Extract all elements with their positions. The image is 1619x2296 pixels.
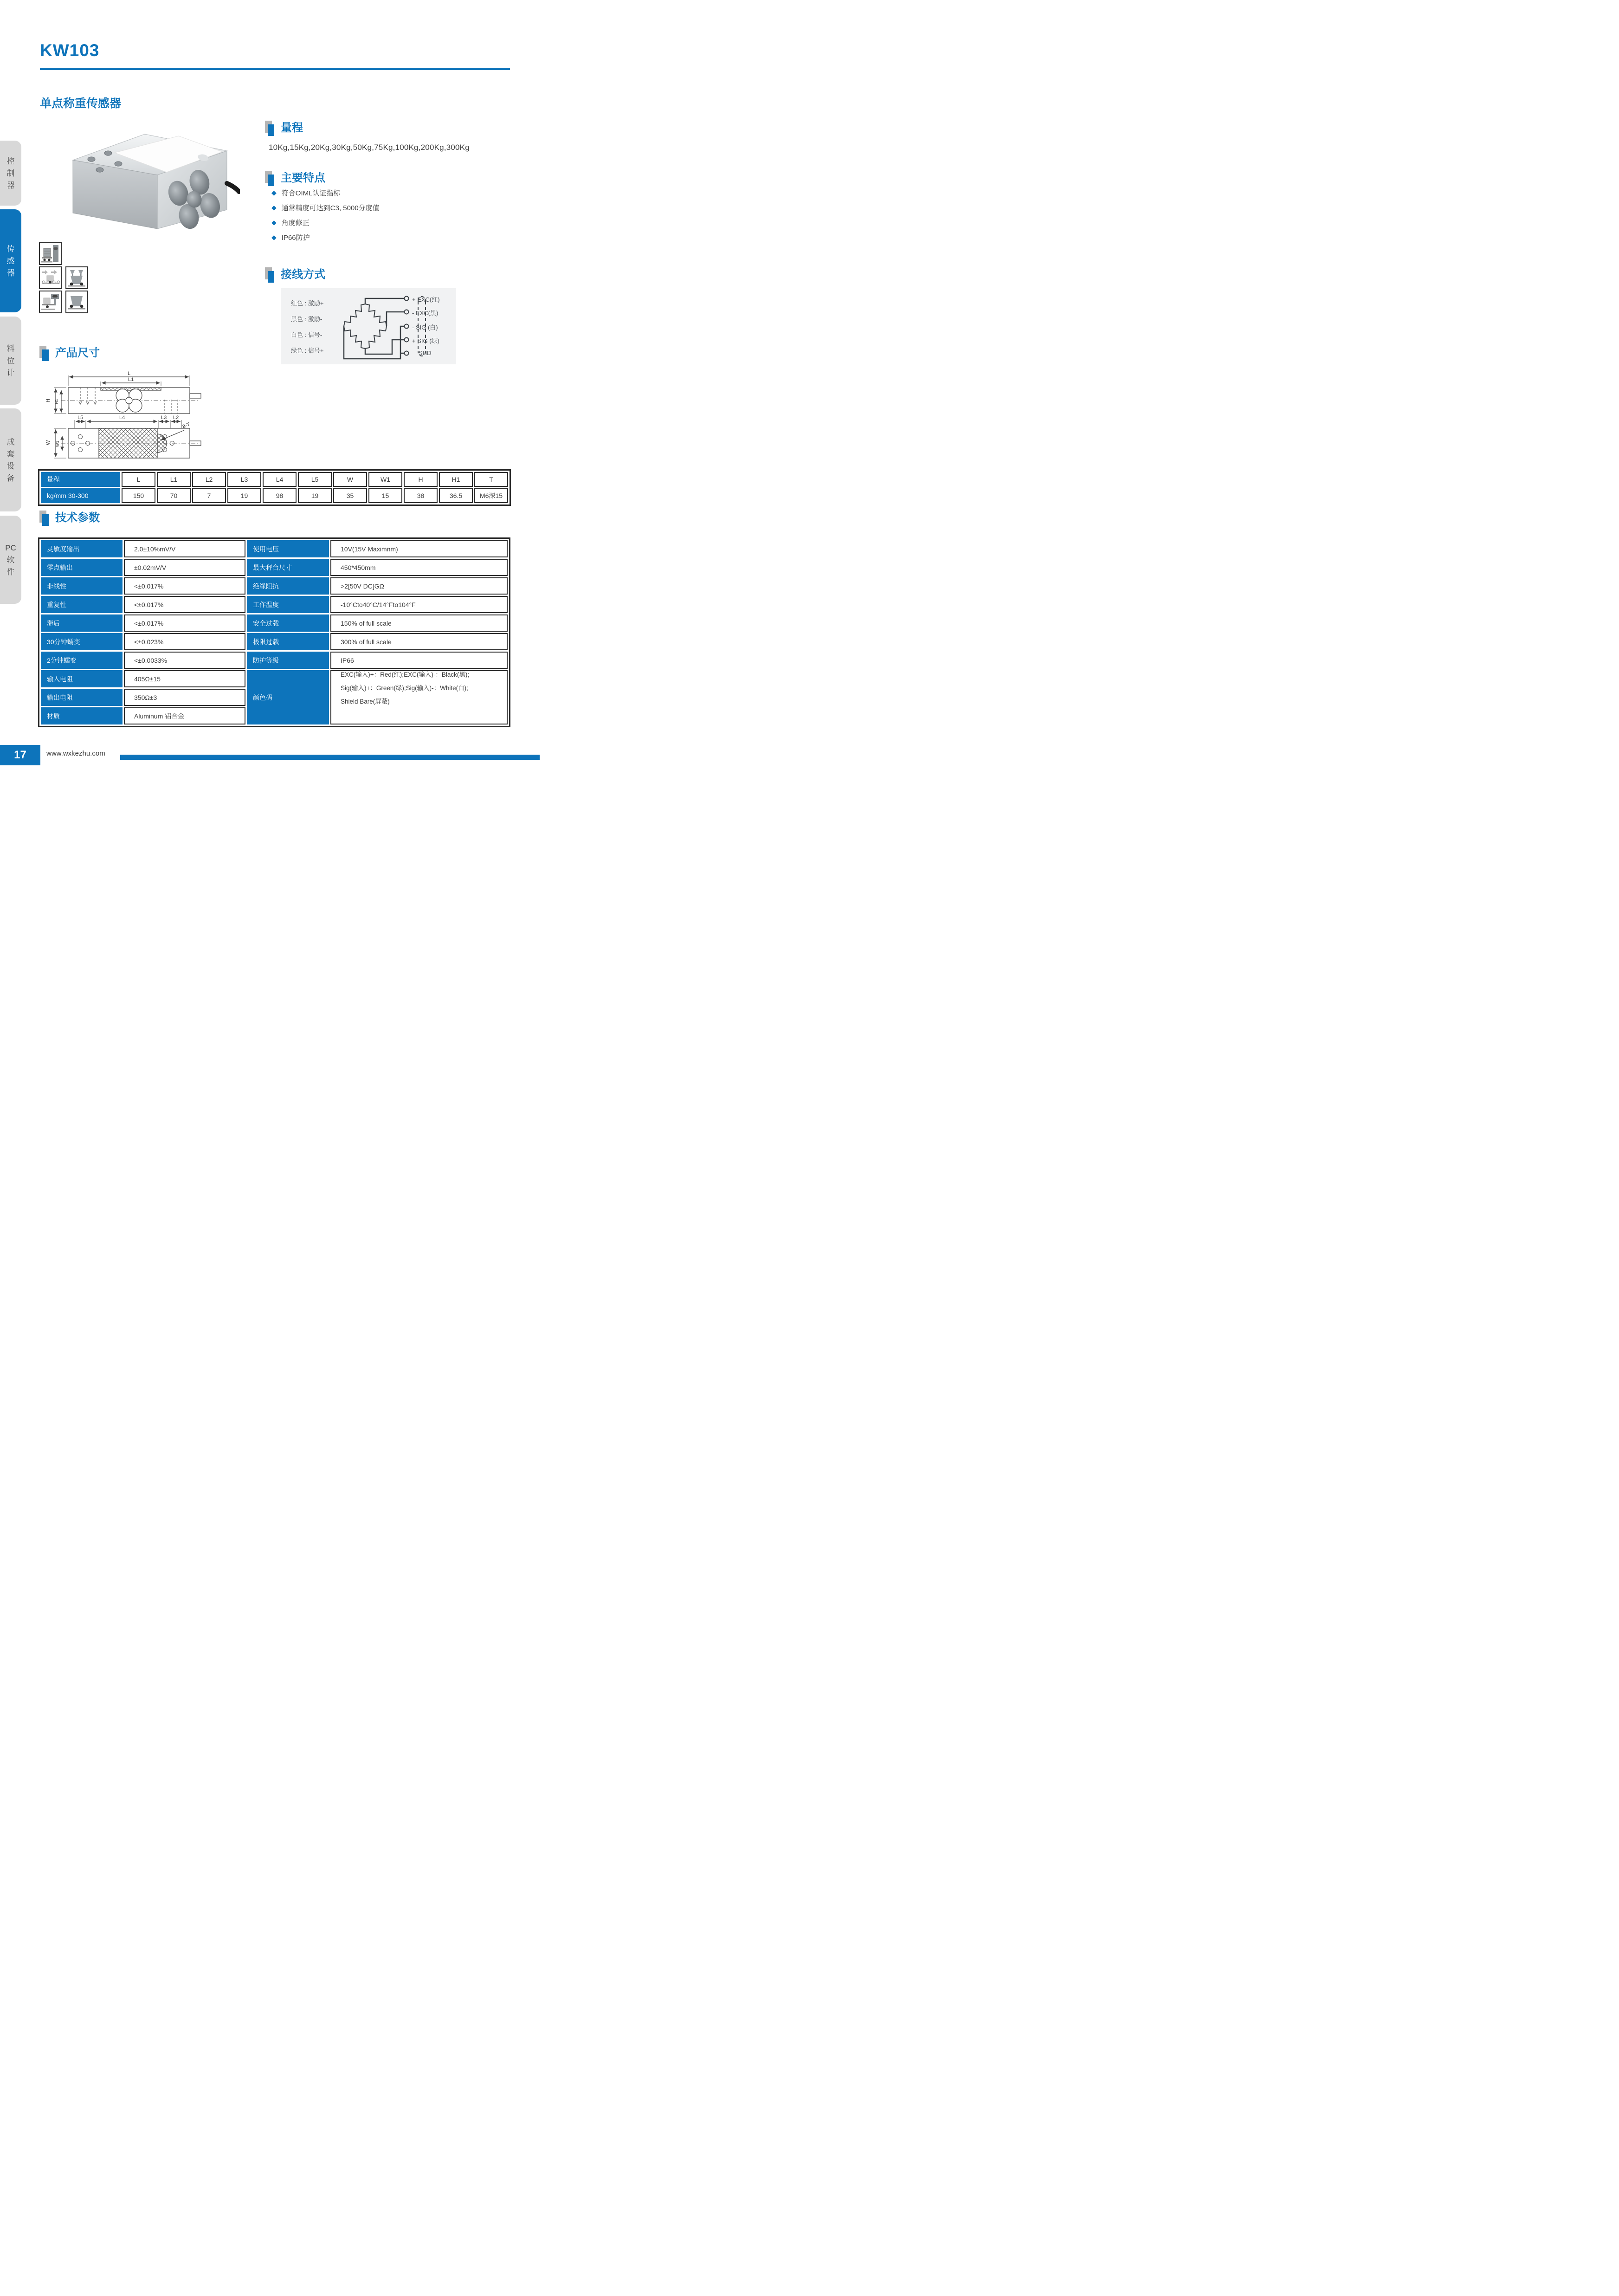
diamond-bullet-icon: ◆: [271, 219, 277, 226]
dim-col-header: W1: [368, 472, 402, 487]
spec-value: 300% of full scale: [330, 633, 508, 650]
dim-label-L3: L3: [161, 415, 167, 420]
spec-label: 极限过载: [247, 633, 329, 650]
spec-label-color-code: 颜色码: [247, 670, 329, 724]
heading-label: 主要特点: [281, 172, 325, 184]
heading-square-icon: [265, 121, 275, 136]
wiring-diagram-panel: [281, 288, 456, 364]
section-heading-range: [265, 121, 303, 136]
dim-col-header: L2: [192, 472, 226, 487]
spec-value: <±0.017%: [124, 614, 245, 632]
spec-value: >2[50V DC]GΩ: [330, 577, 508, 595]
feature-item: [271, 233, 310, 242]
spec-value: <±0.017%: [124, 596, 245, 613]
heading-square-icon: [39, 346, 50, 362]
dimension-drawing: [44, 369, 215, 464]
spec-label: 工作温度: [247, 596, 329, 613]
spec-label: 零点输出: [41, 559, 123, 576]
tab-char: 套: [6, 449, 15, 459]
dim-value: 98: [263, 488, 297, 503]
tab-char: 传: [6, 244, 15, 253]
feature-text: 通常精度可达到C3, 5000分度值: [281, 204, 380, 212]
tab-char: 料: [6, 344, 15, 353]
app-icon-conveyor: [39, 266, 62, 289]
heading-label: 产品尺寸: [55, 347, 100, 359]
sidebar-tab-controllers[interactable]: [0, 141, 21, 206]
dim-col-header: L3: [227, 472, 261, 487]
dim-col-header: W: [333, 472, 367, 487]
dim-row-label: kg/mm 30-300: [41, 488, 120, 503]
spec-value: 150% of full scale: [330, 614, 508, 632]
dim-col-header: L: [122, 472, 155, 487]
spec-value: 405Ω±15: [124, 670, 245, 687]
thread-note-label: 8-T: [181, 421, 191, 430]
dim-col-header: L1: [157, 472, 191, 487]
spec-value: 450*450mm: [330, 559, 508, 576]
tab-char: PC: [5, 543, 16, 552]
dim-table-corner: 量程: [41, 472, 120, 487]
section-heading-features: [265, 171, 325, 187]
heading-label: 接线方式: [281, 268, 325, 281]
tab-char: 成: [6, 437, 15, 446]
spec-label: 输出电阻: [41, 689, 123, 706]
app-icon-hopper-scale: [65, 291, 88, 313]
dim-label-W1: W1: [55, 440, 60, 447]
section-heading-dimensions: [39, 346, 100, 362]
dim-label-L5: L5: [77, 415, 84, 420]
footer-bar: [120, 755, 540, 760]
section-heading-specs: [39, 511, 100, 526]
heading-label: 技术参数: [55, 511, 100, 524]
wire-label-red: 红色 : 激励+: [291, 300, 324, 307]
diamond-bullet-icon: ◆: [271, 233, 277, 241]
datasheet-page: [0, 0, 540, 765]
sidebar-tab-complete-sets[interactable]: [0, 408, 21, 511]
dim-value: 36.5: [439, 488, 473, 503]
tab-char: 备: [6, 473, 15, 483]
feature-item: [271, 203, 380, 213]
tab-char: 计: [6, 368, 15, 377]
product-subtitle: 单点称重传感器: [40, 97, 122, 110]
spec-value: <±0.023%: [124, 633, 245, 650]
dim-col-header: H: [404, 472, 438, 487]
heading-square-icon: [265, 171, 275, 187]
dim-value: 19: [227, 488, 261, 503]
diamond-bullet-icon: ◆: [271, 189, 277, 196]
wire-label-green: 绿色 : 信号+: [291, 347, 324, 354]
dimensions-table: [38, 469, 511, 506]
sidebar-tab-pc-software[interactable]: [0, 516, 21, 604]
title-rule: [40, 68, 510, 70]
tab-char: 位: [6, 356, 15, 365]
dim-label-L1: L1: [128, 377, 134, 382]
feature-text: 符合OIML认证指标: [281, 189, 341, 197]
wire-label-black: 黑色 : 激励-: [291, 316, 323, 323]
heading-label: 量程: [281, 122, 303, 134]
feature-item: [271, 188, 340, 198]
tab-char: 设: [6, 461, 15, 471]
terminal-label-exc-minus: - EXC(黑): [412, 310, 439, 317]
wire-label-white: 白色 : 信号-: [291, 331, 323, 338]
dim-label-L2: L2: [173, 415, 179, 420]
spec-label: 30分钟蠕变: [41, 633, 123, 650]
dim-value: 7: [192, 488, 226, 503]
spec-value: <±0.017%: [124, 577, 245, 595]
spec-value: Aluminum 铝合金: [124, 707, 245, 724]
dim-label-L4: L4: [119, 415, 125, 420]
feature-text: IP66防护: [281, 234, 310, 242]
spec-value-color-code: [330, 670, 508, 724]
dim-label-H: H: [45, 399, 51, 402]
dim-label-L: L: [128, 371, 131, 376]
dim-value: 70: [157, 488, 191, 503]
sidebar-tab-sensors-active[interactable]: [0, 209, 21, 312]
spec-label: 材质: [41, 707, 123, 724]
tab-char: 控: [6, 156, 15, 166]
dim-value: M6深15: [474, 488, 508, 503]
spec-value: 10V(15V Maximnm): [330, 540, 508, 557]
heading-square-icon: [265, 267, 275, 283]
spec-value: IP66: [330, 652, 508, 669]
tab-char: 器: [6, 181, 15, 190]
sidebar-tab-level-meters[interactable]: [0, 317, 21, 405]
spec-label: 滞后: [41, 614, 123, 632]
spec-label: 2分钟蠕变: [41, 652, 123, 669]
spec-label: 安全过载: [247, 614, 329, 632]
tab-char: 件: [6, 567, 15, 576]
tab-char: 制: [6, 168, 15, 178]
terminal-label-sig-minus: - SIG (白): [412, 324, 438, 331]
spec-label: 防护等级: [247, 652, 329, 669]
spec-value: -10°Cto40°C/14°Fto104°F: [330, 596, 508, 613]
spec-label: 最大秤台尺寸: [247, 559, 329, 576]
product-photo-load-cell: [59, 124, 240, 232]
app-icon-bench-scale: [39, 291, 62, 313]
app-icon-drum-scale: [39, 242, 62, 265]
dim-value: 38: [404, 488, 438, 503]
dim-col-header: L4: [263, 472, 297, 487]
spec-table: [38, 537, 510, 727]
dim-value: 150: [122, 488, 155, 503]
terminal-label-shd: SHD: [419, 349, 432, 356]
tab-char: 感: [6, 256, 15, 265]
dim-value: 15: [368, 488, 402, 503]
terminal-label-exc-plus: + EXC(红): [412, 296, 440, 303]
tab-char: 器: [6, 268, 15, 278]
feature-text: 角度修正: [281, 219, 310, 227]
terminal-label-sig-plus: + SIG (绿): [412, 337, 439, 344]
dim-label-H1: H1: [54, 399, 59, 404]
feature-item: [271, 218, 310, 227]
spec-label: 绝缘阻抗: [247, 577, 329, 595]
color-code-line: EXC(输入)+：Red(红);EXC(输入)-：Black(黑);: [341, 671, 470, 678]
spec-label: 灵敏度输出: [41, 540, 123, 557]
dim-col-header: T: [474, 472, 508, 487]
spec-label: 非线性: [41, 577, 123, 595]
dim-col-header: H1: [439, 472, 473, 487]
spec-value: 350Ω±3: [124, 689, 245, 706]
spec-value: 2.0±10%mV/V: [124, 540, 245, 557]
spec-label: 重复性: [41, 596, 123, 613]
heading-square-icon: [39, 511, 50, 526]
diamond-bullet-icon: ◆: [271, 204, 277, 211]
website-link[interactable]: www.wxkezhu.com: [46, 750, 105, 757]
spec-value: <±0.0033%: [124, 652, 245, 669]
range-values-text: 10Kg,15Kg,20Kg,30Kg,50Kg,75Kg,100Kg,200Kg,300Kg: [269, 143, 470, 152]
spec-label: 输入电阻: [41, 670, 123, 687]
page-title: KW103: [40, 41, 100, 60]
color-code-line: Sig(输入)+：Green(绿);Sig(输入)-：White(白);: [341, 685, 468, 692]
spec-value: ±0.02mV/V: [124, 559, 245, 576]
dim-col-header: L5: [298, 472, 332, 487]
dim-label-W: W: [45, 440, 51, 445]
section-heading-wiring: [265, 267, 325, 283]
tab-char: 软: [6, 555, 15, 564]
spec-label: 使用电压: [247, 540, 329, 557]
dim-value: 35: [333, 488, 367, 503]
page-number-badge: 17: [0, 745, 40, 765]
dim-value: 19: [298, 488, 332, 503]
app-icon-dual-hopper-scale: [65, 266, 88, 289]
color-code-line: Shield Bare(屏蔽): [341, 698, 390, 705]
